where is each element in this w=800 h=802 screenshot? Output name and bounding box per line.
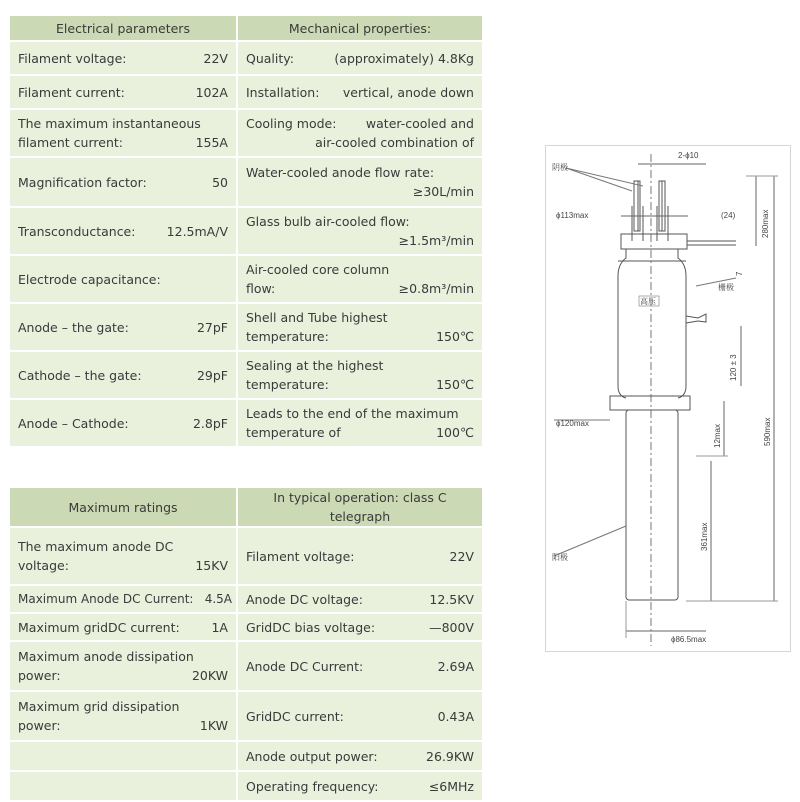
- mech-row-9: Leads to the end of the maximum temperature of 100℃: [237, 399, 483, 447]
- rating-row-5: Maximum grid dissipation power: 1KW: [9, 691, 237, 741]
- h590-label: 590max: [763, 417, 772, 446]
- mech-row-4: Water-cooled anode flow rate: ≥30L/min: [237, 157, 483, 207]
- h280-label: 280max: [761, 209, 770, 238]
- parameters-table: [8, 14, 484, 448]
- rating-row-6-empty: [9, 741, 237, 771]
- elec-row-1: Filament voltage: 22V: [9, 41, 237, 75]
- tube-drawing: [545, 145, 791, 652]
- mech-row-5: Glass bulb air-cooled flow: ≥1.5m³/min: [237, 207, 483, 255]
- mech-row-6: Air-cooled core column flow: ≥0.8m³/min: [237, 255, 483, 303]
- typical-row-1: Filament voltage: 22V: [237, 527, 483, 585]
- rating-row-7-empty: [9, 771, 237, 801]
- typical-row-5: GridDC current: 0.43A: [237, 691, 483, 741]
- anode-label: 阳极: [552, 553, 568, 562]
- typical-row-6: Anode output power: 26.9KW: [237, 741, 483, 771]
- mech-row-1: Quality: (approximately) 4.8Kg: [237, 41, 483, 75]
- rating-row-3: Maximum gridDC current: 1A: [9, 613, 237, 641]
- mech-row-8: Sealing at the highest temperature: 150℃: [237, 351, 483, 399]
- elec-row-3: The maximum instantaneous filament current: 155A: [9, 109, 237, 157]
- tube-drawing-svg: [546, 146, 790, 651]
- elec-row-9: Anode – Cathode: 2.8pF: [9, 399, 237, 447]
- h120-label: 120 ± 3: [729, 354, 738, 381]
- body-label: 高压: [640, 297, 656, 306]
- h7-label: 7: [735, 271, 744, 276]
- elec-row-6: Electrode capacitance:: [9, 255, 237, 303]
- rating-row-2: Maximum Anode DC Current: 4.5A: [9, 585, 237, 613]
- rating-row-4: Maximum anode dissipation power: 20KW: [9, 641, 237, 691]
- mech-row-3: Cooling mode: water-cooled and air-cooled combination of: [237, 109, 483, 157]
- typical-header: In typical operation: class C telegraph: [237, 487, 483, 527]
- mech-row-7: Shell and Tube highest temperature: 150℃: [237, 303, 483, 351]
- electrical-header: Electrical parameters: [9, 15, 237, 41]
- typical-row-2: Anode DC voltage: 12.5KV: [237, 585, 483, 613]
- h361-label: 361max: [700, 522, 709, 551]
- typical-row-7: Operating frequency: ≤6MHz: [237, 771, 483, 801]
- rating-row-1: The maximum anode DC voltage: 15KV: [9, 527, 237, 585]
- ratings-header: Maximum ratings: [9, 487, 237, 527]
- mechanical-header: Mechanical properties:: [237, 15, 483, 41]
- grid-label: 栅极: [718, 283, 734, 292]
- typical-row-3: GridDC bias voltage: —800V: [237, 613, 483, 641]
- pin-diameter-label: 2-ϕ10: [678, 151, 699, 160]
- elec-row-2: Filament current: 102A: [9, 75, 237, 109]
- elec-row-4: Magnification factor: 50: [9, 157, 237, 207]
- typical-row-4: Anode DC Current: 2.69A: [237, 641, 483, 691]
- flange-diameter-label: ϕ113max: [556, 211, 589, 220]
- mech-row-2: Installation: vertical, anode down: [237, 75, 483, 109]
- cathode-label: 阴极: [552, 163, 568, 172]
- elec-row-5: Transconductance: 12.5mA/V: [9, 207, 237, 255]
- h12-label: 12max: [713, 423, 722, 448]
- dim-24-label: (24): [721, 211, 736, 220]
- d120-label: ϕ120max: [556, 419, 589, 428]
- ratings-table: [8, 486, 484, 802]
- d865-label: ϕ86.5max: [671, 635, 707, 644]
- elec-row-8: Cathode – the gate: 29pF: [9, 351, 237, 399]
- elec-row-7: Anode – the gate: 27pF: [9, 303, 237, 351]
